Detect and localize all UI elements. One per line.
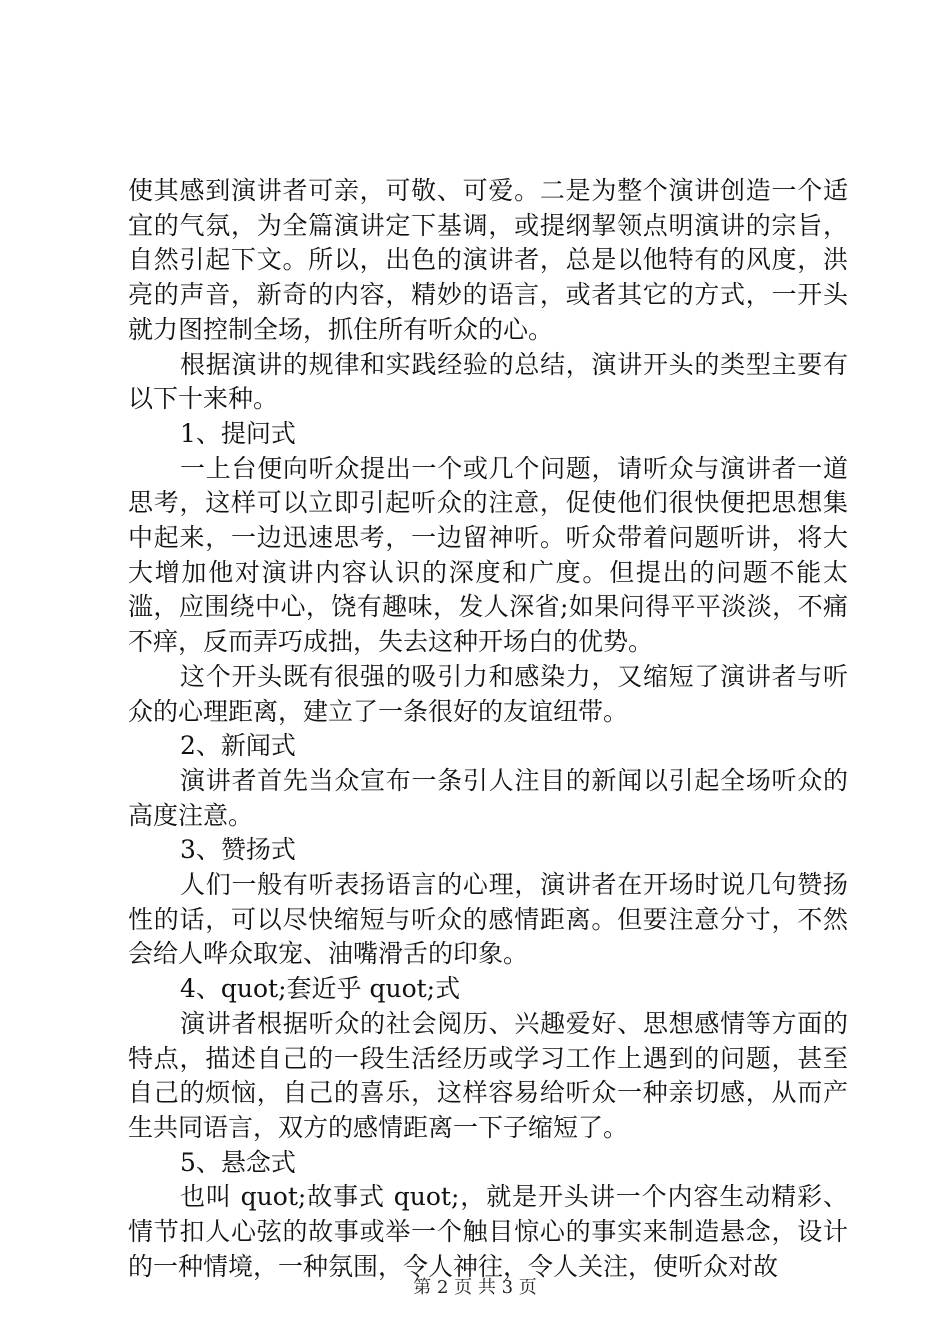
page-number-label: 第 2 页 共 3 页	[413, 1277, 537, 1298]
paragraph-12: 也叫 quot;故事式 quot;，就是开头讲一个内容生动精彩、情节扣人心弦的故事或举一个触目惊心的事实来制造悬念，设计的一种情境，一种氛围，令人神往，令人关注，使听众对故	[128, 1182, 848, 1281]
paragraph-4: 这个开头既有很强的吸引力和感染力，又缩短了演讲者与听众的心理距离，建立了一条很好的友谊纽带。	[128, 661, 848, 726]
paragraph-6: 演讲者首先当众宣布一条引人注目的新闻以引起全场听众的高度注意。	[128, 765, 848, 830]
paragraph-8: 人们一般有听表扬语言的心理，演讲者在开场时说几句赞扬性的话，可以尽快缩短与听众的感情距离。但要注意分寸，不然会给人哗众取宠、油嘴滑舌的印象。	[128, 870, 848, 969]
section-heading-3: 3、赞扬式	[180, 835, 296, 865]
section-heading-4: 4、quot;套近乎 quot;式	[180, 974, 461, 1004]
paragraph-0: 使其感到演讲者可亲，可敬、可爱。二是为整个演讲创造一个适宜的气氛，为全篇演讲定下基调，或提纲挈领点明演讲的宗旨，自然引起下文。所以，出色的演讲者，总是以他特有的风度，洪亮的声音，新奇的内容，精妙的语言，或者其它的方式，一开头就力图控制全场，抓住所有听众的心。	[128, 176, 848, 344]
section-heading-2: 2、新闻式	[180, 731, 296, 761]
document-body	[128, 174, 848, 1285]
paragraph-1: 根据演讲的规律和实践经验的总结，演讲开头的类型主要有以下十来种。	[128, 349, 848, 414]
section-heading-5: 5、悬念式	[180, 1147, 296, 1177]
paragraph-3: 一上台便向听众提出一个或几个问题，请听众与演讲者一道思考，这样可以立即引起听众的注意，促使他们很快便把思想集中起来，一边迅速思考，一边留神听。听众带着问题听讲，将大大增加他对演讲内容认识的深度和广度。但提出的问题不能太滥，应围绕中心，饶有趣味，发人深省;如果问得平平淡淡，不痛不痒，反而弄巧成拙，失去这种开场白的优势。	[128, 453, 848, 657]
paragraph-10: 演讲者根据听众的社会阅历、兴趣爱好、思想感情等方面的特点，描述自己的一段生活经历或学习工作上遇到的问题，甚至自己的烦恼，自己的喜乐，这样容易给听众一种亲切感，从而产生共同语言，双方的感情距离一下子缩短了。	[128, 1008, 848, 1142]
section-heading-1: 1、提问式	[180, 418, 296, 448]
page-footer	[0, 1273, 950, 1299]
